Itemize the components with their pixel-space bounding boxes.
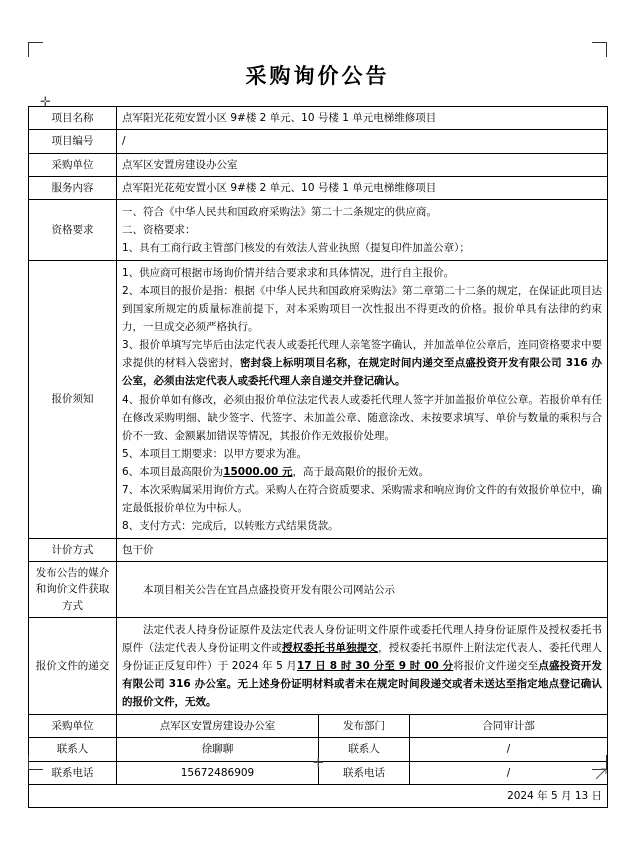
table-row	[29, 176, 608, 199]
publish-dept-label: 发布部门	[319, 715, 410, 738]
table-row	[29, 261, 608, 539]
notice-content	[117, 261, 608, 539]
publish-media-label: 发布公告的媒介和询价文件获取方式	[29, 562, 117, 618]
phone-2-label: 联系电话	[319, 761, 410, 784]
table-row	[29, 562, 608, 618]
qualification-line-3: 1、具有工商行政主管部门核发的有效法人营业执照（提复印件加盖公章）；	[122, 242, 470, 255]
qualification-line-1: 一、符合《中华人民共和国政府采购法》第二十二条规定的供应商。	[122, 206, 437, 219]
add-marker-bottom-icon[interactable]: ✛	[313, 756, 324, 771]
contact-1-value: 徐聊聊	[117, 738, 319, 761]
page-title: 采购询价公告	[245, 63, 390, 88]
purchase-unit-2-label: 采购单位	[29, 715, 117, 738]
qualification-line-2: 二、资格要求：	[122, 224, 196, 237]
phone-1-value: 15672486909	[117, 761, 319, 784]
price-method-label: 计价方式	[29, 538, 117, 561]
qualification-content	[117, 200, 608, 261]
table-row	[29, 200, 608, 261]
notice-item-6-part-b: ，高于最高限价的报价无效。	[292, 465, 429, 478]
table-row	[29, 617, 608, 714]
table-row	[29, 107, 608, 130]
submit-time: 17 日 8 时 30 分至 9 时 00 分	[296, 660, 454, 673]
publish-media-text: 本项目相关公告在宜昌点盛投资开发有限公司网站公示	[143, 583, 395, 596]
crop-mark-top-right	[592, 42, 607, 57]
resize-handle-icon[interactable]	[595, 768, 607, 780]
add-marker-left-icon[interactable]: ✛	[40, 95, 51, 110]
purchase-unit-value: 点军区安置房建设办公室	[117, 153, 608, 176]
project-name-label: 项目名称	[29, 107, 117, 130]
notice-max-price: 15000.00 元	[223, 465, 293, 478]
phone-2-value: /	[410, 761, 608, 784]
table-row	[29, 715, 608, 738]
notice-item-6-part-a: 6、本项目最高限价为	[122, 465, 224, 478]
submit-content	[117, 617, 608, 714]
table-row	[29, 538, 608, 561]
notice-item-3-part-a: 3、报价单填写完毕后由法定代表人或委托代理人亲笔签字确认，并加盖单位公章后，连同资格要求中要求提供的材料入袋密封，	[122, 339, 603, 370]
price-method-value: 包干价	[117, 538, 608, 561]
notice-item-3-emphasis: 密封袋上标明项目名称，在规定时间内递交至点盛投资开发有限公司 316 办公室，必须由法定代表人或委托代理人亲自递交并登记确认。	[122, 357, 603, 388]
contact-2-value: /	[410, 738, 608, 761]
crop-mark-bottom-left	[28, 755, 43, 770]
footer-date: 2024 年 5 月 13 日	[29, 785, 608, 808]
crop-mark-top-left	[28, 42, 43, 57]
notice-item-7: 7、本次采购属采用询价方式。采购人在符合资质要求、采购需求和响应询价文件的有效报价单位中，确定最低报价单位为中标人。	[122, 483, 603, 514]
qualification-label: 资格要求	[29, 200, 117, 261]
notice-item-1: 1、供应商可根据市场询价情并结合要求求和具体情况，进行自主报价。	[122, 267, 455, 280]
project-code-value: /	[117, 130, 608, 153]
notice-item-3	[122, 336, 602, 390]
table-row	[29, 130, 608, 153]
table-row	[29, 785, 608, 808]
table-row	[29, 153, 608, 176]
publish-dept-value: 合同审计部	[410, 715, 608, 738]
project-code-label: 项目编号	[29, 130, 117, 153]
notice-item-5: 5、本项目工期要求：以甲方要求为准。	[122, 447, 308, 460]
service-content-value: 点军阳光花苑安置小区 9#楼 2 单元、10 号楼 1 单元电梯维修项目	[117, 176, 608, 199]
notice-item-6	[122, 463, 602, 481]
contact-1-label: 联系人	[29, 738, 117, 761]
announcement-table	[28, 106, 608, 808]
submit-emphasis-1: 授权委托书单独提交	[282, 642, 379, 655]
project-name-value: 点军阳光花苑安置小区 9#楼 2 单元、10 号楼 1 单元电梯维修项目	[117, 107, 608, 130]
service-content-label: 服务内容	[29, 176, 117, 199]
submit-label: 报价文件的递交	[29, 617, 117, 714]
purchase-unit-2-value: 点军区安置房建设办公室	[117, 715, 319, 738]
publish-media-value	[117, 562, 608, 618]
notice-item-8: 8、支付方式：完成后，以转账方式结果货款。	[122, 519, 339, 532]
notice-item-2: 2、本项目的报价是指：根据《中华人民共和国政府采购法》第二章第二十二条的规定，在保证此项目达到国家所规定的质量标准前提下，对本采购项目一次性报出不得更改的价格。报价单具有法律的约束力，一旦成交必须严格执行。	[122, 285, 603, 334]
contact-2-label: 联系人	[319, 738, 410, 761]
phone-1-label: 联系电话	[29, 761, 117, 784]
submit-part-e: 将报价文件递交至	[453, 660, 539, 673]
submit-emphasis-2: 点盛投资开发有限公司 316 办公室。无上述身份证明材料或者未在规定时间段递交或者未送达至指定地点登记确认的报价文件，无效。	[122, 660, 603, 709]
purchase-unit-label: 采购单位	[29, 153, 117, 176]
notice-label: 报价须知	[29, 261, 117, 539]
submit-paragraph	[122, 621, 602, 711]
submit-part-a: 法定代表人持身份证原件及法定代表人身份证明文件原件或委托代理人持身份证原件及授权委托书原件（法定代表人身份证明文件或	[122, 623, 603, 655]
submit-part-c: ，授权委托书原件上附法定代表人、委托代理人身份证正反复印件）于 2024 年 5 月	[122, 642, 603, 673]
document-table-wrapper	[0, 106, 635, 808]
notice-item-4: 4、报价单如有修改，必须由报价单位法定代表人或委托代理人签字并加盖报价单位公章。若报价单有任在修改采购明细、缺少签字、代签字、未加盖公章、随意涂改、未按要求填写、单价与数量的乘积与合价不一致、金额累加错误等情况，其报价作无效报价处理。	[122, 393, 603, 442]
